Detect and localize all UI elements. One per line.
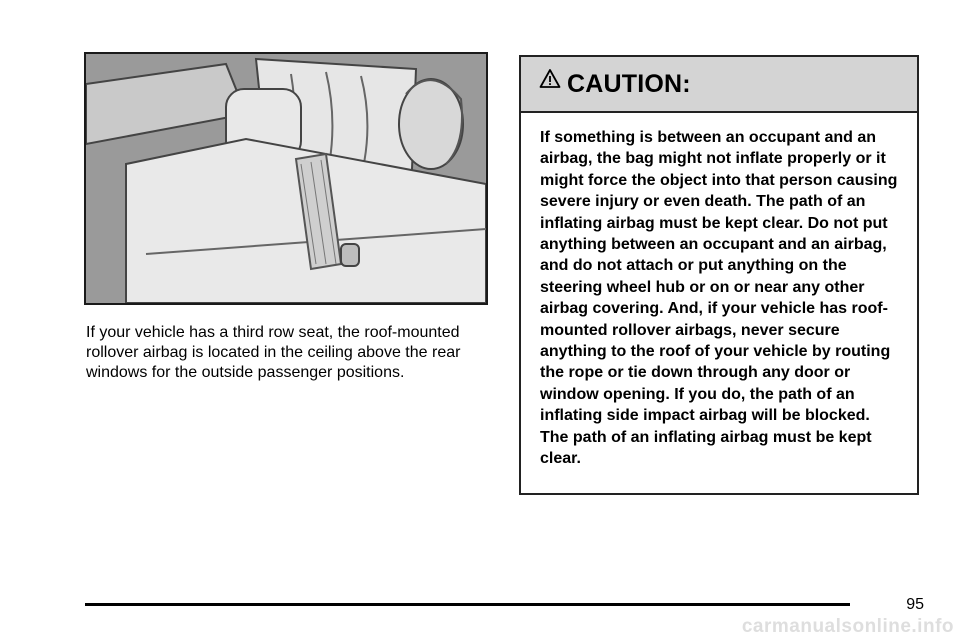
warning-triangle-icon: [539, 68, 561, 90]
caution-text: If something is between an occupant and an airbag, the bag might not inflate properly or it might force the object into that person causing severe injury or even death. The path of an inflating airbag must be kept clear. Do not put anything between an occupant and an airbag, and do not attach or put anything on the steering wheel hub or on or near any other airbag covering. And, if your vehicle has roof-mounted rollover airbags, never secure anything to the roof of your vehicle by routing the rope or tie down through any door or window opening. If you do, the path of an inflating side impact airbag will be blocked. The path of an inflating airbag must be kept clear.: [540, 129, 898, 468]
body-paragraph: If your vehicle has a third row seat, the roof-mounted rollover airbag is located in the ceiling above the rear windows for the outside passenger positions.: [86, 324, 461, 381]
watermark: carmanualsonline.info: [741, 616, 954, 637]
caution-title: CAUTION:: [567, 69, 691, 98]
caution-header: [521, 57, 917, 113]
seat-airbag-image: [86, 54, 486, 303]
caution-box: [519, 55, 919, 495]
seat-illustration: [84, 52, 488, 305]
page-number: 95: [906, 596, 924, 613]
footer-rule: [85, 603, 850, 606]
